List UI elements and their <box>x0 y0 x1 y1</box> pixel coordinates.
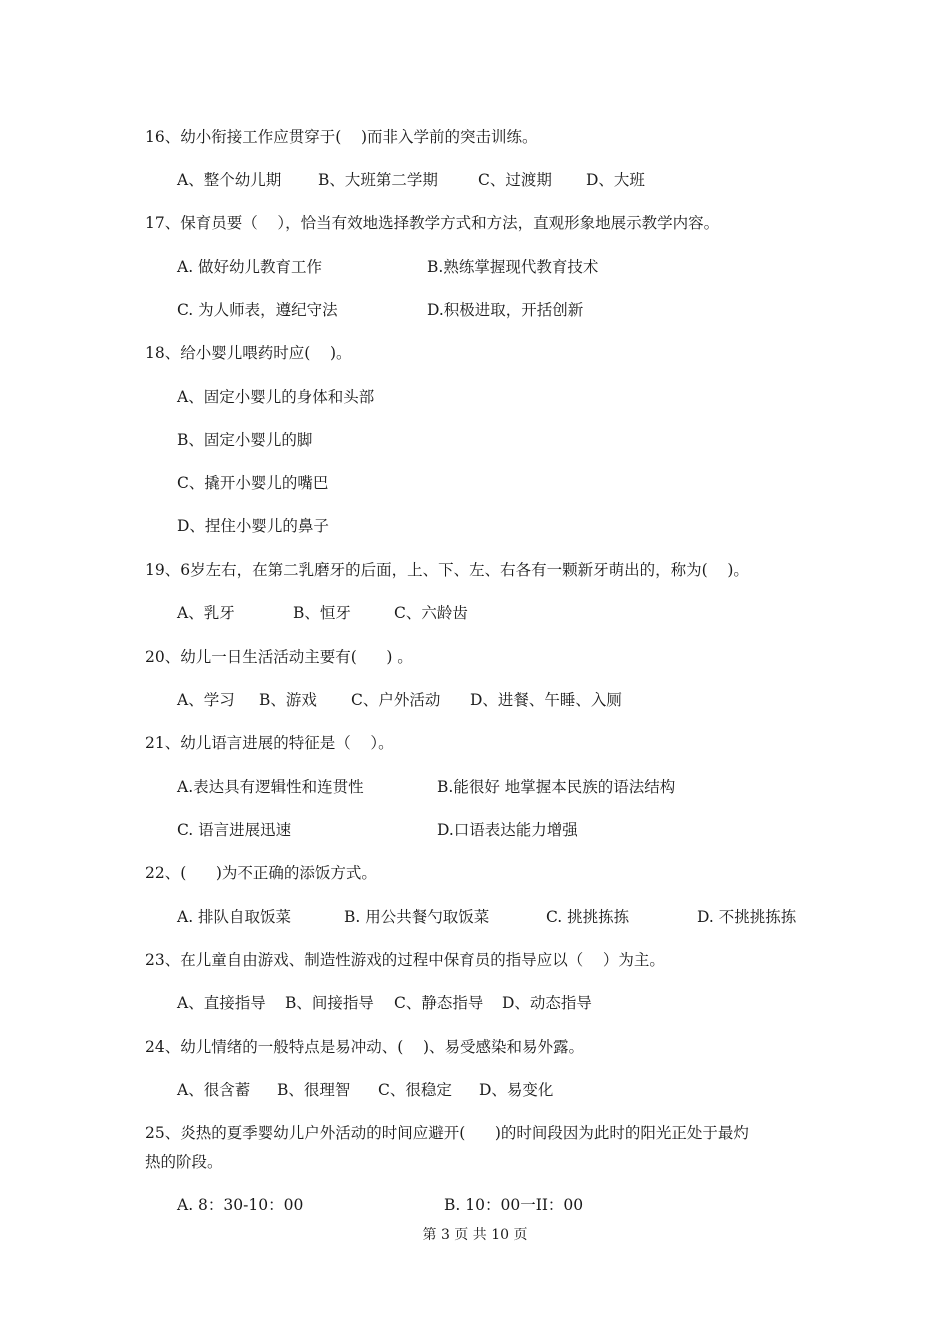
question-18-option-a: A、固定小婴儿的身体和头部 <box>177 388 375 406</box>
question-19-option-c: C、六龄齿 <box>394 604 468 622</box>
question-23-stem: 23、在儿童自由游戏、制造性游戏的过程中保育员的指导应以（ ）为主。 <box>145 951 665 969</box>
question-24-option-c: C、很稳定 <box>378 1081 452 1099</box>
question-21-option-b: B.能很好 地掌握本民族的语法结构 <box>437 778 676 796</box>
question-17-option-c: C. 为人师表，遵纪守法 <box>177 301 338 319</box>
question-22-stem: 22、( )为不正确的添饭方式。 <box>145 864 377 882</box>
question-25-stem: 25、炎热的夏季婴幼儿户外活动的时间应避开( )的时间段因为此时的阳光正处于最灼 <box>145 1124 749 1142</box>
question-21-stem: 21、幼儿语言进展的特征是（ ）。 <box>145 734 394 752</box>
question-22-option-d: D. 不挑挑拣拣 <box>697 908 797 926</box>
question-22-option-c: C. 挑挑拣拣 <box>546 908 630 926</box>
question-18-option-d: D、捏住小婴儿的鼻子 <box>177 517 329 535</box>
question-16-option-d: D、大班 <box>586 171 645 189</box>
question-16-stem: 16、幼小衔接工作应贯穿于( )而非入学前的突击训练。 <box>145 128 538 146</box>
question-20-option-c: C、户外活动 <box>351 691 441 709</box>
question-24-option-a: A、很含蓄 <box>177 1081 251 1099</box>
question-25-stem-continued: 热的阶段。 <box>145 1153 223 1171</box>
page-number-footer: 第 3 页 共 10 页 <box>422 1227 528 1243</box>
question-18-option-c: C、撬开小婴儿的嘴巴 <box>177 474 329 492</box>
question-19-option-b: B、恒牙 <box>293 604 351 622</box>
question-18-option-b: B、固定小婴儿的脚 <box>177 431 313 449</box>
question-16-option-b: B、大班第二学期 <box>318 171 438 189</box>
question-20-option-b: B、游戏 <box>259 691 317 709</box>
question-24-option-b: B、很理智 <box>277 1081 351 1099</box>
question-23-option-c: C、静态指导 <box>394 994 484 1012</box>
question-23-option-a: A、直接指导 <box>177 994 266 1012</box>
question-17-option-d: D.积极进取，开括创新 <box>427 301 584 319</box>
question-24-option-d: D、易变化 <box>479 1081 554 1099</box>
question-18-stem: 18、给小婴儿喂药时应( )。 <box>145 344 352 362</box>
question-22-option-b: B. 用公共餐勺取饭菜 <box>344 908 490 926</box>
question-20-stem: 20、幼儿一日生活活动主要有( ) 。 <box>145 648 413 666</box>
question-21-option-a: A.表达具有逻辑性和连贯性 <box>177 778 364 796</box>
question-20-option-d: D、进餐、午睡、入厕 <box>470 691 622 709</box>
question-23-option-b: B、间接指导 <box>285 994 374 1012</box>
question-19-stem: 19、6岁左右，在第二乳磨牙的后面，上、下、左、右各有一颗新牙萌出的，称为( )。 <box>145 561 749 579</box>
question-21-option-d: D.口语表达能力增强 <box>437 821 578 839</box>
question-20-option-a: A、学习 <box>177 691 235 709</box>
question-23-option-d: D、动态指导 <box>502 994 592 1012</box>
question-25-option-a: A. 8：30-10：00 <box>177 1196 304 1214</box>
question-25-option-b: B. 10：00一II：00 <box>444 1196 584 1214</box>
question-19-option-a: A、乳牙 <box>177 604 235 622</box>
question-16-option-c: C、过渡期 <box>478 171 552 189</box>
question-22-option-a: A. 排队自取饭菜 <box>177 908 292 926</box>
question-16-option-a: A、整个幼儿期 <box>177 171 282 189</box>
question-17-option-a: A. 做好幼儿教育工作 <box>177 258 323 276</box>
question-17-stem: 17、保育员要（ ），恰当有效地选择教学方式和方法，直观形象地展示教学内容。 <box>145 214 720 232</box>
question-21-option-c: C. 语言进展迅速 <box>177 821 292 839</box>
question-24-stem: 24、幼儿情绪的一般特点是易冲动、( )、易受感染和易外露。 <box>145 1038 585 1056</box>
question-17-option-b: B.熟练掌握现代教育技术 <box>427 258 599 276</box>
